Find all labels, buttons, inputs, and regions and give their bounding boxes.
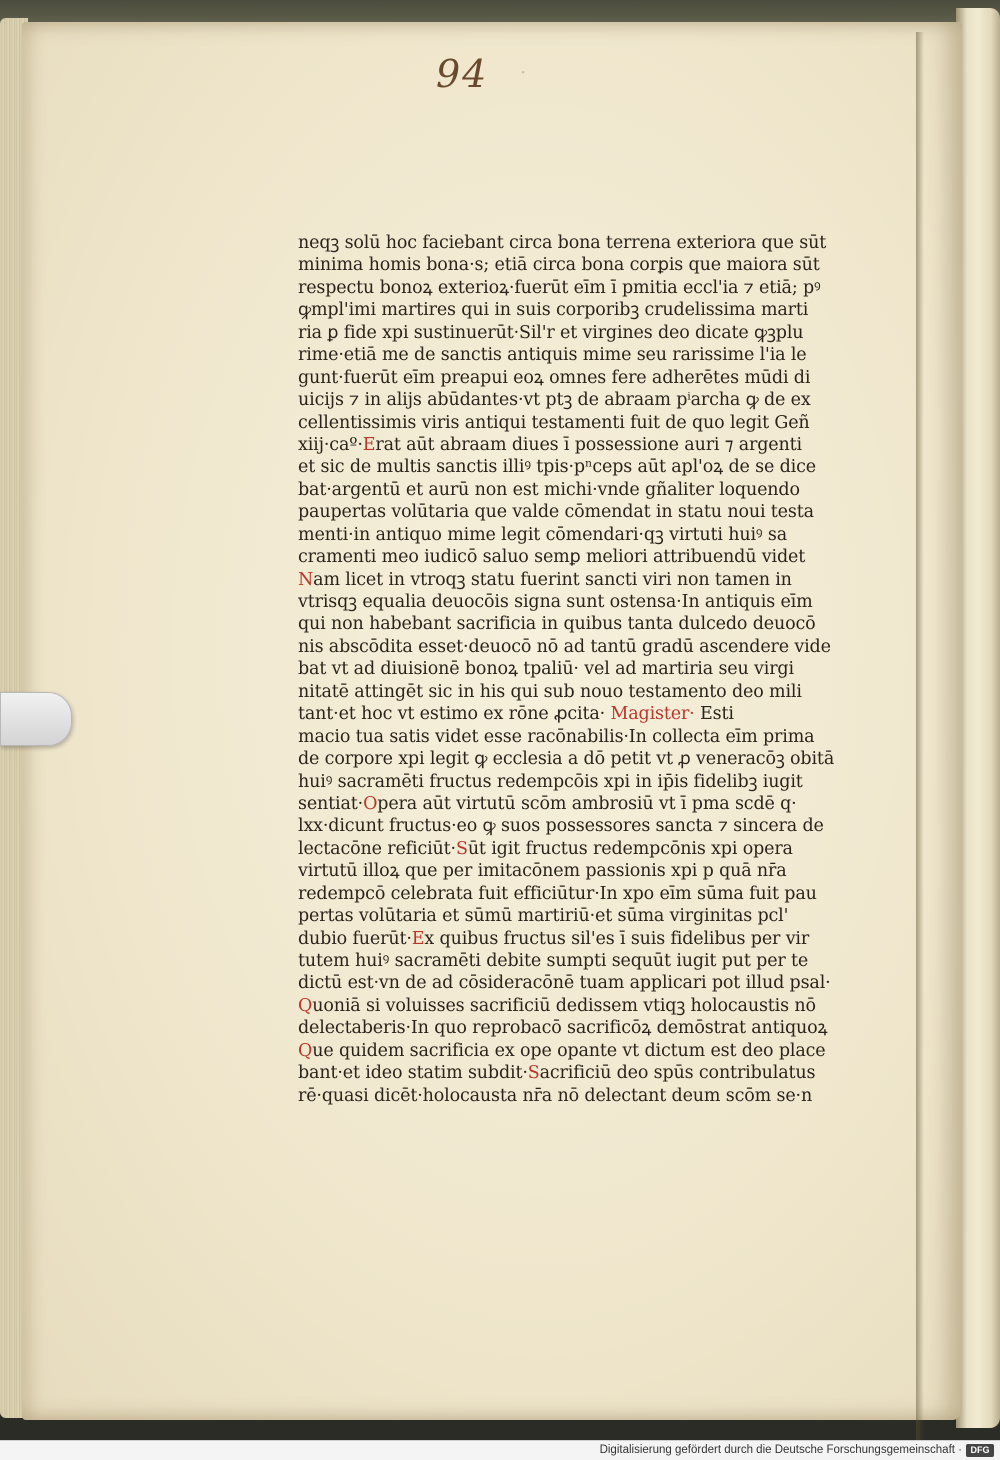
rubricated-initial: O: [363, 793, 378, 814]
text-line: ꝙmpl'imi martires qui in suis corporibꝫ crudelissima marti: [298, 300, 809, 321]
footer-bar: [0, 1440, 1000, 1460]
faded-annotation: ·: [520, 60, 527, 84]
text-line: bat·argentū et aurū non est michi·vnde gñaliter loquendo: [298, 479, 800, 500]
text-line: cellentissimis viris antiqui testamenti fuit de quo legit Geñ: [298, 412, 810, 433]
text-line: tant·et hoc vt estimo ex rōne ꝓcita· Magister· Esti: [298, 704, 734, 725]
text-line: pertas volūtaria et sūmū martiriū·et sūma virginitas pcl': [298, 906, 789, 927]
text-line: ria ꝑ fide xpi sustinuerūt·Sil'r et virgines deo dicate ꝙꝫplu: [298, 322, 804, 343]
text-line: menti·in antiquo mime legit cōmendari·qꝫ virtuti huiꝰ sa: [298, 524, 787, 545]
text-line: qui non habebant sacrificia in quibus tanta dulcedo deuocō: [298, 614, 816, 635]
text-line: gunt·fuerūt eīm preapui eoꝝ omnes fere adherētes mūdi di: [298, 367, 811, 388]
page-gutter-shadow: [916, 32, 924, 1440]
text-line: rime·etiā me de sanctis antiquis mime seu rarissime l'ia le: [298, 345, 807, 366]
text-line: de corpore xpi legit ꝙ ecclesia a dō petit vt ꝓ veneracōꝫ obitā: [298, 749, 835, 770]
rubricated-initial: N: [298, 569, 314, 590]
text-line: virtutū illoꝝ que per imitacōnem passionis xpi p quā nr̄a: [298, 861, 787, 882]
text-line: huiꝰ sacramēti fructus redempcōis xpi in ip̄is fidelibꝫ iugit: [298, 771, 803, 792]
text-line: tutem huiꝰ sacramēti debite sumpti sequūt iugit put per te: [298, 951, 809, 971]
rubricated-initial: E: [362, 434, 376, 455]
text-line: sentiat·Opera aūt virtutū scōm ambrosiū vt ī pma scdē q·: [298, 793, 797, 814]
text-line: minima homis bona·s; etiā circa bona corꝑis que maiora sūt: [298, 255, 820, 276]
magister-rubric: Magister·: [610, 704, 695, 725]
rubricated-initial: Q: [298, 995, 313, 1016]
text-line: neqꝫ solū hoc faciebant circa bona terrena exteriora que sūt: [298, 233, 827, 253]
text-column: [298, 232, 846, 1107]
dfg-credit-text: Digitalisierung gefördert durch die Deutsche Forschungsgemeinschaft ·: [599, 1444, 962, 1456]
text-line: uicijs ⁊ in alijs abūdantes·vt ptꝫ de abraam pⁱarcha ꝙ de ex: [298, 390, 811, 411]
text-line: Quoniā si voluisses sacrificiū dedissem vtiqꝫ holocaustis nō: [298, 995, 816, 1016]
text-line: redempcō celebrata fuit efficiūtur·In xpo eīm sūma fuit pau: [298, 883, 817, 904]
text-line: vtrisqꝫ equalia deuocōis signa sunt ostensa·In antiquis eīm: [298, 592, 813, 612]
text-line: delectaberis·In quo reprobacō sacrificōꝝ demōstrat antiquoꝝ: [298, 1018, 828, 1039]
folio-number: 94: [436, 52, 489, 96]
text-line: lectacōne reficiūt·Sūt igit fructus redempcōnis xpi opera: [298, 838, 793, 859]
text-line: rē·quasi dicēt·holocausta nr̄a nō delectant deum scōm se·n: [298, 1085, 813, 1106]
text-line: lxx·dicunt fructus·eo ꝙ suos possessores sancta ⁊ sincera de: [298, 816, 824, 837]
text-line: paupertas volūtaria que valde cōmendat in statu noui testa: [298, 502, 814, 523]
dfg-logo: DFG: [966, 1444, 994, 1457]
text-line: Nam licet in vtroqꝫ statu fuerint sancti viri non tamen in: [298, 569, 792, 590]
rubricated-initial: S: [527, 1063, 540, 1084]
text-line: nis abscōdita esset·deuocō nō ad tantū gradū ascendere vide: [298, 636, 831, 657]
text-line: bat vt ad diuisionē bonoꝝ tpaliū· vel ad martiria seu virgi: [298, 659, 794, 680]
text-line: Que quidem sacrificia ex ope opante vt dictum est deo place: [298, 1040, 826, 1061]
bookmark-tab: [0, 692, 72, 746]
rubricated-initial: S: [455, 838, 468, 859]
text-line: nitatē attingēt sic in his qui sub nouo testamento deo mili: [298, 681, 802, 702]
text-line: dictū est·vn de ad cōsideracōnē tuam applicari pot illud psal·: [298, 973, 831, 994]
text-line: et sic de multis sanctis illiꝰ tpis·pⁿceps aūt apl'oꝝ de se dice: [298, 457, 816, 478]
text-line: bant·et ideo statim subdit·Sacrificiū deo spūs contribulatus: [298, 1063, 816, 1084]
rubricated-initial: E: [411, 928, 425, 949]
right-page-stack: [956, 8, 1000, 1428]
rubricated-initial: Q: [298, 1040, 313, 1061]
text-line: xiij·caº·Erat aūt abraam diues ī possessione auri ⁊ argenti: [298, 434, 802, 455]
text-line: respectu bonoꝝ exterioꝝ·fuerūt eīm ī pmitia eccl'ia ⁊ etiā; pꝰ: [298, 277, 821, 298]
text-line: cramenti meo iudicō saluo semꝑ meliori attribuendū videt: [298, 547, 806, 568]
text-line: macio tua satis videt esse racōnabilis·In collecta eīm prima: [298, 726, 815, 747]
text-line: dubio fuerūt·Ex quibus fructus sil'es ī suis fidelibus per vir: [298, 928, 810, 949]
